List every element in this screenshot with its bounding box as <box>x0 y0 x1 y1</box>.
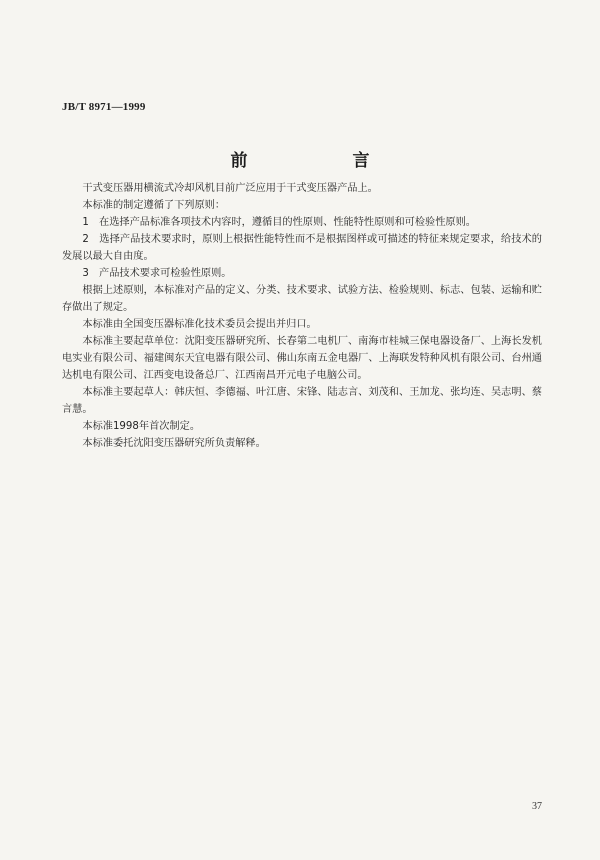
paragraph-principle-2: 2 选择产品技术要求时，原则上根据性能特性而不是根据图样或可描述的特征来规定要求，给技术的发展以最大自由度。 <box>62 234 542 262</box>
paragraph-first-issue: 本标准1998年首次制定。 <box>82 421 201 432</box>
page-title: 前 言 <box>230 151 414 171</box>
standard-code: JB/T 8971—1999 <box>62 101 146 113</box>
paragraph-principles-lead: 本标准的制定遵循了下列原则： <box>82 200 226 211</box>
body-text <box>62 180 542 452</box>
paragraph-intro: 干式变压器用横流式冷却风机目前广泛应用于干式变压器产品上。 <box>82 183 378 194</box>
paragraph-principle-3: 3 产品技术要求可检验性原则。 <box>82 268 232 279</box>
page-number: 37 <box>532 801 542 812</box>
paragraph-drafters: 本标准主要起草人：韩庆恒、李德福、叶江唐、宋锋、陆志言、刘茂和、王加龙、张均连、吴志明、蔡言慧。 <box>62 387 542 415</box>
paragraph-drafting-units: 本标准主要起草单位：沈阳变压器研究所、长春第二电机厂、南海市桂城三保电器设备厂、上海长发机电实业有限公司、福建闽东天宜电器有限公司、佛山东南五金电器厂、上海联发特种风机有限公司、台州通达机电有限公司、江西变电设备总厂、江西南昌开元电子电脑公司。 <box>62 336 542 381</box>
paragraph-principle-1: 1 在选择产品标准各项技术内容时，遵循目的性原则、性能特性原则和可检验性原则。 <box>82 217 476 228</box>
paragraph-proposer: 本标准由全国变压器标准化技术委员会提出并归口。 <box>82 319 317 330</box>
paragraph-scope: 根据上述原则，本标准对产品的定义、分类、技术要求、试验方法、检验规则、标志、包装、运输和贮存做出了规定。 <box>62 285 542 313</box>
paragraph-interpretation: 本标准委托沈阳变压器研究所负责解释。 <box>82 438 266 449</box>
